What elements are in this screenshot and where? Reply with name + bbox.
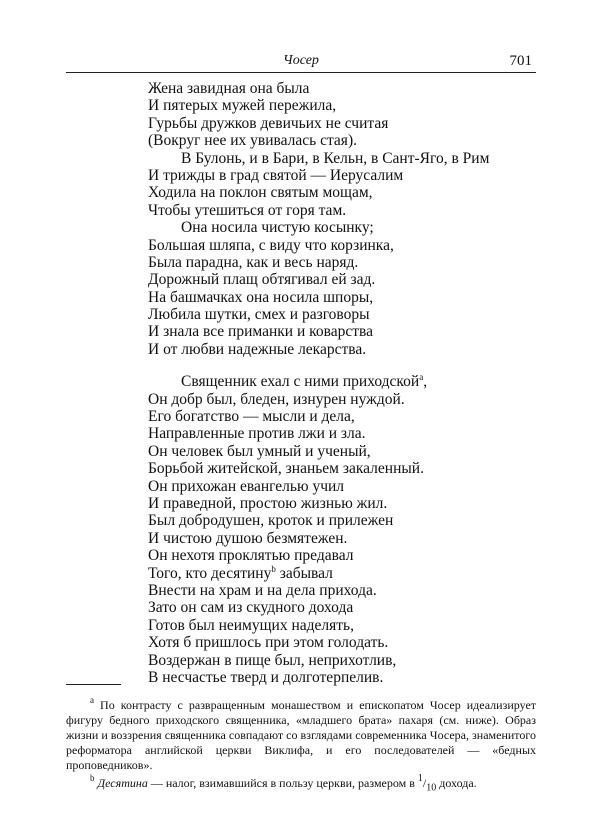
footnote-marker-b[interactable]: b xyxy=(271,563,276,574)
verse-line: (Вокруг нее их увивалась стая). xyxy=(148,132,357,150)
verse-line: Ходила на поклон святым мощам, xyxy=(148,184,373,202)
footnote-b xyxy=(66,773,536,795)
verse-line: Направленные против лжи и зла. xyxy=(148,425,366,443)
running-header xyxy=(66,50,536,73)
verse-line: И чистою душою безмятежен. xyxy=(148,529,348,547)
verse-line: Зато он сам из скудного дохода xyxy=(148,599,354,617)
verse-line: Была парадна, как и весь наряд. xyxy=(148,253,359,271)
verse-line: Он нехотя проклятью предавал xyxy=(148,547,354,565)
verse-line: Его богатство — мысли и дела, xyxy=(148,408,355,426)
fraction-slash: / xyxy=(422,776,427,790)
verse-line: И пятерых мужей пережила, xyxy=(148,97,337,115)
footnote-b-marker: b xyxy=(90,773,95,783)
verse-line: И знала все приманки и коварства xyxy=(148,323,374,341)
footnote-b-text-end: дохода. xyxy=(436,776,477,790)
fraction-denominator: 10 xyxy=(426,782,437,794)
footnote-b-term: Десятина xyxy=(97,776,148,790)
verse-line: И праведной, простою жизнью жил. xyxy=(148,494,388,512)
verse-line: Любила шутки, смех и разговоры xyxy=(148,306,370,324)
page-number: 701 xyxy=(509,53,532,69)
verse-line: Она носила чистую косынку; xyxy=(181,219,374,237)
verse-line: Чтобы утешиться от горя там. xyxy=(148,201,347,219)
footnote-a-text: По контрасту с развращенным монашеством и епископатом Чосер идеализирует фигуру бедного приходского священника, «младшего брата» пахаря (см. ниже). Образ жизни и воззрения священника совпадают со взглядами современника Чосера, знаменитого реформатора английской церкви Виклифа, и его последователей — «бедных проповедников». xyxy=(66,698,537,772)
verse-line xyxy=(148,373,548,390)
footnotes xyxy=(66,695,537,795)
verse-line: Борьбой житейской, знаньем закаленный. xyxy=(148,460,424,478)
poem xyxy=(148,80,548,686)
verse-line: Хотя б пришлось при этом голодать. xyxy=(148,634,389,652)
verse-text: забывал xyxy=(279,564,333,582)
verse-line: В несчастье тверд и долготерпелив. xyxy=(148,668,384,686)
footnote-a xyxy=(66,695,537,773)
fraction-numerator: 1 xyxy=(417,773,423,784)
running-title: Чосер xyxy=(283,53,319,68)
verse-line xyxy=(148,565,548,582)
verse-line: Он добр был, бледен, изнурен нуждой. xyxy=(148,390,405,408)
verse-line: Жена завидная она была xyxy=(148,80,310,97)
verse-line: Он прихожан евангелью учил xyxy=(148,477,345,495)
verse-text: Священник ехал с ними приходской xyxy=(181,373,420,391)
verse-line: Он человек был умный и ученый, xyxy=(148,442,371,460)
verse-punctuation: , xyxy=(423,373,428,391)
verse-line: Готов был неимущих наделять, xyxy=(148,616,354,634)
verse-text: Того, кто десятину xyxy=(148,564,272,582)
verse-line: На башмачках она носила шпоры, xyxy=(148,288,374,306)
stanza-break xyxy=(148,358,548,373)
footnote-marker-a[interactable]: а xyxy=(419,372,424,383)
verse-line: И трижды в град святой — Иерусалим xyxy=(148,166,404,184)
verse-line: Был добродушен, кроток и прилежен xyxy=(148,512,394,530)
verse-line: Воздержан в пище был, неприхотлив, xyxy=(148,651,397,669)
verse-line: Дорожный плащ обтягивал ей зад. xyxy=(148,271,376,289)
verse-line: И от любви надежные лекарства. xyxy=(148,340,367,358)
verse-line: В Булонь, и в Бари, в Кельн, в Сант-Яго, в Рим xyxy=(181,149,490,167)
verse-line: Внести на храм и на дела прихода. xyxy=(148,581,377,599)
footnote-b-text: — налог, взимавшийся в пользу церкви, размером в xyxy=(147,776,418,790)
verse-line: Большая шляпа, с виду что корзинка, xyxy=(148,236,394,254)
footnote-divider xyxy=(66,684,121,685)
verse-line: Гурьбы дружков девичьих не считая xyxy=(148,114,389,132)
footnote-a-marker: а xyxy=(90,695,94,705)
